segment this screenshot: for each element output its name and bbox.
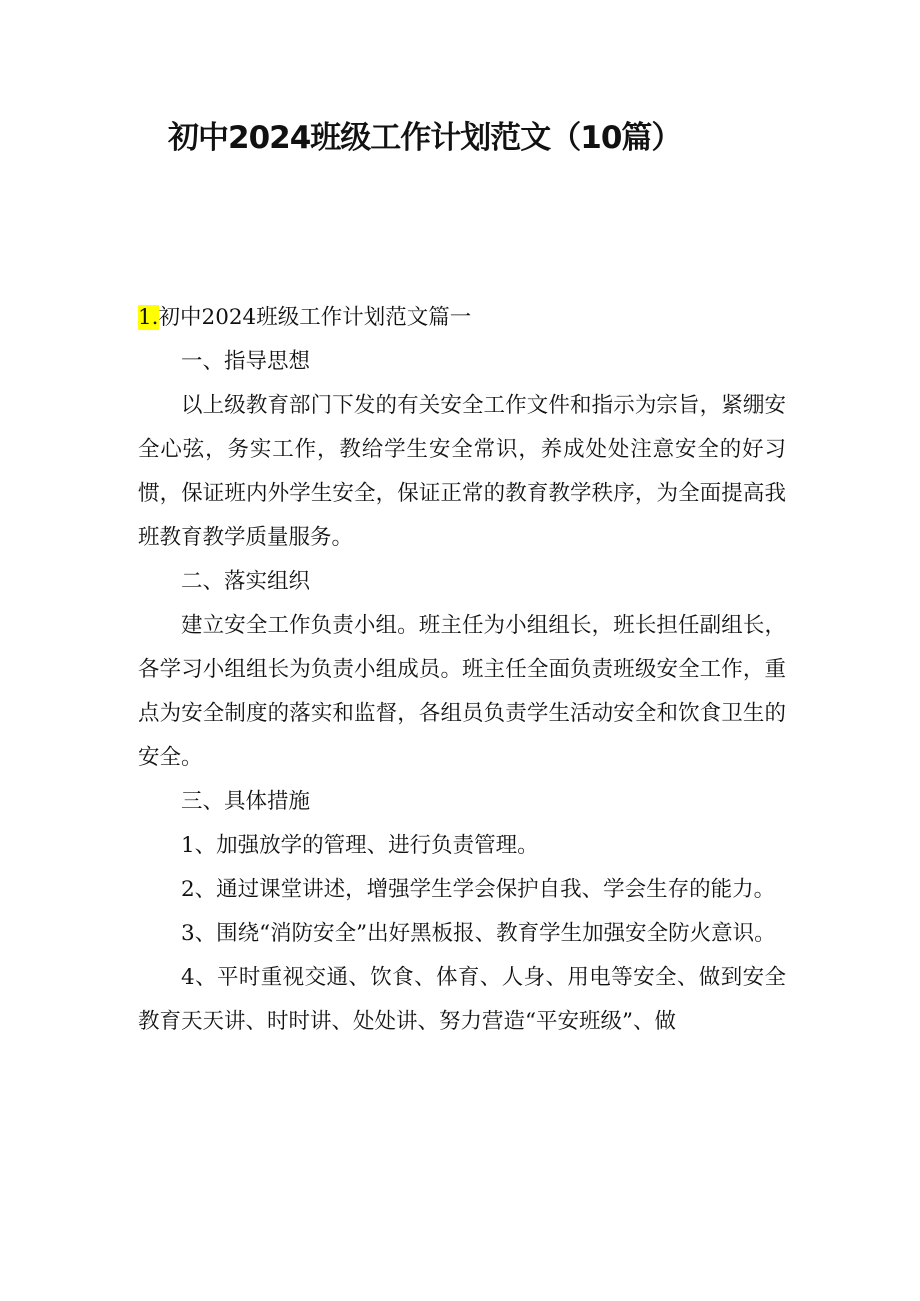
heading-guiding-ideology: 一、指导思想	[181, 349, 311, 374]
document-body	[138, 296, 786, 1044]
measure-item-1: 1、加强放学的管理、进行负责管理。	[181, 833, 539, 858]
heading-measures: 三、具体措施	[181, 789, 311, 814]
section-number-highlight: 1.	[138, 305, 159, 330]
measure-item-4: 4、平时重视交通、饮食、体育、人身、用电等安全、做到安全教育天天讲、时时讲、处处讲、努力营造“平安班级”、做	[138, 965, 786, 1034]
section-heading-text: 初中2024班级工作计划范文篇一	[158, 305, 472, 330]
document-title: 初中2024班级工作计划范文（10篇）	[168, 120, 682, 156]
paragraph-guiding-ideology: 以上级教育部门下发的有关安全工作文件和指示为宗旨，紧绷安全心弦，务实工作，教给学生安全常识，养成处处注意安全的好习惯，保证班内外学生安全，保证正常的教育教学秩序，为全面提高我班教育教学质量服务。	[138, 393, 786, 550]
heading-organization: 二、落实组织	[181, 569, 311, 594]
measure-item-2: 2、通过课堂讲述，增强学生学会保护自我、学会生存的能力。	[181, 877, 776, 902]
section-1-heading	[138, 296, 786, 340]
measure-item-3: 3、围绕“消防安全”出好黑板报、教育学生加强安全防火意识。	[181, 921, 776, 946]
paragraph-organization: 建立安全工作负责小组。班主任为小组组长，班长担任副组长，各学习小组组长为负责小组成员。班主任全面负责班级安全工作，重点为安全制度的落实和监督，各组员负责学生活动安全和饮食卫生的安全。	[138, 613, 786, 770]
